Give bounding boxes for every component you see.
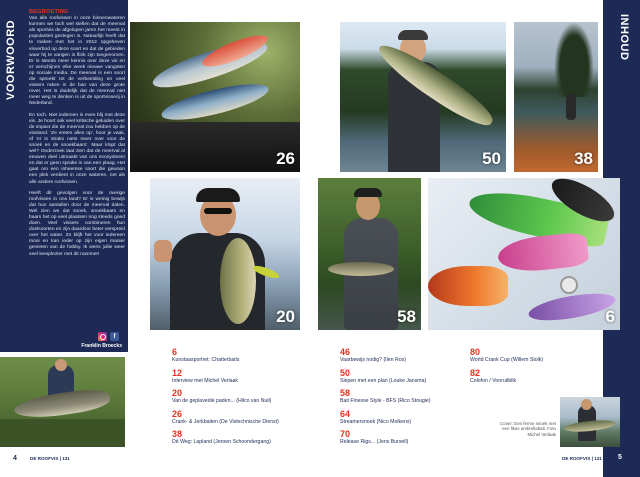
bank-grass [0,419,125,447]
photo-angler-thumbs-up[interactable] [150,178,300,330]
toc-item[interactable] [172,409,322,430]
toc-title: World Crank Cup (Willem Stolk) [470,357,544,363]
angler-cap [354,188,382,197]
social-links [98,332,119,341]
photo-lapland[interactable] [514,22,598,172]
fish [328,262,394,276]
photo-page-label: 20 [276,307,295,326]
editorial-text [29,9,125,327]
fly-orange [428,266,508,306]
toc-page-number: 46 [340,347,351,357]
toc-page-number: 20 [172,388,183,398]
toc-item[interactable] [172,429,322,450]
hand-thumb [154,240,172,262]
toc-page-number: 6 [172,347,178,357]
fly-purple [527,289,617,326]
toc-title: Slepen met een plan (Louke Jansma) [340,377,427,384]
toc-title: Crank- & Jerkbaiten (De Vistechnische Dienst) [172,418,279,425]
toc-title: Kunstaasportret: Chatterbaits [172,357,240,363]
toc-item[interactable] [340,409,490,430]
toc-page-number: 82 [470,367,481,378]
tree [554,22,594,97]
toc-item[interactable] [340,429,490,450]
toc-title: Bait Finesse Style - BFS (Rico Stougie) [340,398,431,404]
toc-column-2 [340,347,490,450]
photo-page-label: 6 [605,307,615,326]
editorial-heading: BEGROETING [29,9,69,15]
page-number-left: 4 [13,455,17,462]
page-number-right: 5 [618,454,622,461]
toc-page-number: 64 [340,408,351,419]
toc-item[interactable] [340,388,490,409]
toc-page-number: 12 [172,367,183,378]
fly-pink [496,231,589,274]
toc-title: Colofon / Vooruitblik [470,377,517,384]
photo-page-label: 58 [397,307,416,326]
editorial-paragraph: Heeft dit gevolgen voor de overige roofvissen in ons land? Er is weinig bewijs dat hun aantallen door de meerval dalen. Wel zien we dat snoek, snoekbaars en baars het op veel plaatsen nog steeds goed doen. Veel vissers combineren hun doelsoorten en zijn daardoor beter verspreid over het water. Zo blijft het voor iedereen mooi en kan ieder op zijn eigen manier genieten van de hobby. Ik wens jullie weer veel leesplezier met dit nummer! [29,190,125,257]
tackle-box [130,122,300,172]
toc-title: Dé Weg: Lapland (Jeroen Schoondergang) [172,439,271,445]
fly-head [560,276,578,294]
footer-left: DE ROOFVIS | 131 [30,456,70,461]
toc-title: Interview met Michel Verlaak [172,377,239,384]
cover-thumbnail[interactable] [560,397,620,447]
toc-item[interactable] [172,347,322,368]
toc-item[interactable] [340,347,490,368]
sunglasses [204,208,232,214]
editorial-paragraph: Van alle roofvissen in onze binnenwateren kunnen we toch wel stellen dat de meerval als sportvis de afgelopen jaren het meest in populariteit gestegen is. Natuurlijk heeft dat te maken met het in 2012 opgeheven visverbod op deze soort en dat de gebieden waar hij te vangen is flink zijn toegenomen. Er is steeds meer kennis over deze vis en er verschijnen elke week nieuwe vangsten op sociale media. De meerval is een soort die spreekt tot de verbeelding en veel vissers raken in de ban van deze grote rover. Het is duidelijk dat de meerval niet meer weg te denken is uit de sportvisserij in Nederland. [29,16,125,107]
toc-item[interactable] [172,368,322,389]
photo-angler-river[interactable] [318,178,421,330]
editorial-paragraph: En toch. Niet iedereen is even blij met deze vis. Je hoort ook veel kritische geluiden over de impact die de meerval zou hebben op de visstand. 'Ze vreten alles op', hoor je vaak, of 'er is straks niets meer over voor de snoek en de snoekbaars'. Maar klopt dat wel? Onderzoek laat zien dat de meerval al eeuwen deel uitmaakt van ons ecosysteem en dat er geen sprake is van een plaag. Het gaat om een inheemse soort die gewoon een plek verdient in onze wateren, net als alle andere roofvissen. [29,112,125,185]
photo-page-label: 26 [276,149,295,168]
angler-cap [398,30,428,40]
angler-cap [196,188,240,202]
instagram-icon[interactable] [98,332,107,341]
toc-page-number: 70 [340,429,351,439]
toc-item[interactable] [172,388,322,409]
pike [220,238,256,324]
photo-page-label: 38 [574,149,593,168]
toc-item[interactable] [470,347,590,368]
facebook-icon[interactable]: f [110,332,119,341]
angler-head [581,399,592,410]
toc-page-number: 38 [172,429,183,439]
toc-column-3 [470,347,590,388]
editorial-signature: Franklin Broeckx [81,343,122,349]
toc-column-1 [172,347,322,450]
cover-caption: Cover: Een ferme snoek met een fikse umbrellabait. Foto Michel Verlaak [500,421,556,437]
toc-title: Van de geplaveide paden... (Hilco van Nuil) [172,398,272,404]
toc-page-number: 80 [470,347,481,357]
toc-item[interactable] [340,368,490,389]
toc-item[interactable] [470,368,590,389]
toc-page-number: 58 [340,388,351,398]
toc-title: Release Rigs... (Jens Bursell) [340,439,409,445]
section-tab-inhoud: INHOUD [618,14,630,61]
photo-flies[interactable] [428,178,620,330]
angler-figure [566,94,576,120]
toc-title: Streamersnoek (Nico Molkens) [340,418,412,425]
toc-page-number: 26 [172,408,183,419]
photo-pike-angler[interactable] [340,22,506,172]
footer-right: DE ROOFVIS | 131 [562,456,602,461]
photo-angler-catfish [0,357,125,447]
toc-page-number: 50 [340,367,351,378]
photo-lures[interactable] [130,22,300,172]
angler-head [55,359,67,371]
photo-page-label: 50 [482,149,501,168]
section-tab-voorwoord: VOORWOORD [5,19,17,100]
toc-title: Vaarbewijs nodig? (Ilen Ros) [340,357,406,363]
